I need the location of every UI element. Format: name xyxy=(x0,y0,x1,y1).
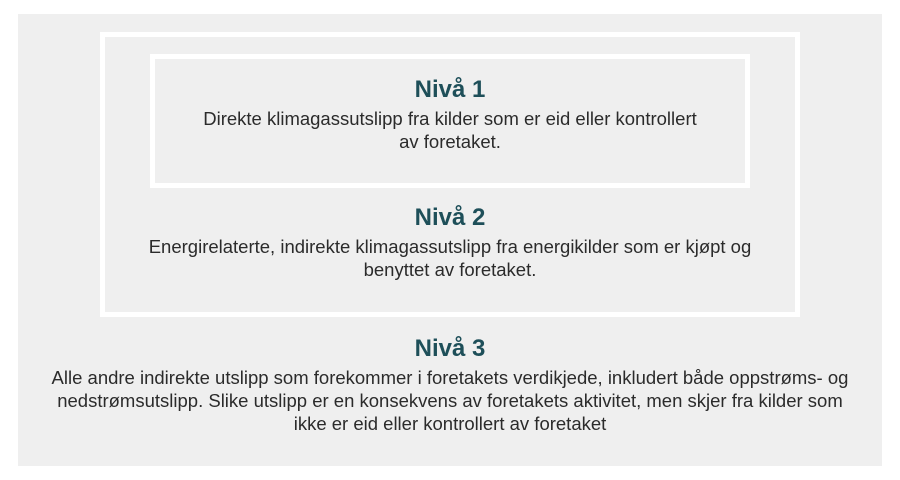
level-1-title: Nivå 1 xyxy=(414,76,486,103)
level-1-description: Direkte klimagassutslipp fra kilder som er eid eller kontrollert av foretaket. xyxy=(203,108,697,152)
level-3-title: Nivå 3 xyxy=(414,335,486,362)
level-1-block xyxy=(0,75,900,153)
level-2-title: Nivå 2 xyxy=(414,204,486,231)
level-3-block xyxy=(0,334,900,435)
level-3-description: Alle andre indirekte utslipp som forekommer i foretakets verdikjede, inkludert både oppstrøms- og nedstrømsutslipp. Slike utslipp er en konsekvens av foretakets aktivitet, men skjer fra kilder som ikke er eid eller kontrollert av foretaket xyxy=(51,367,849,434)
level-2-block xyxy=(0,203,900,281)
level-2-description: Energirelaterte, indirekte klimagassutslipp fra energikilder som er kjøpt og benyttet av foretaket. xyxy=(148,236,752,280)
